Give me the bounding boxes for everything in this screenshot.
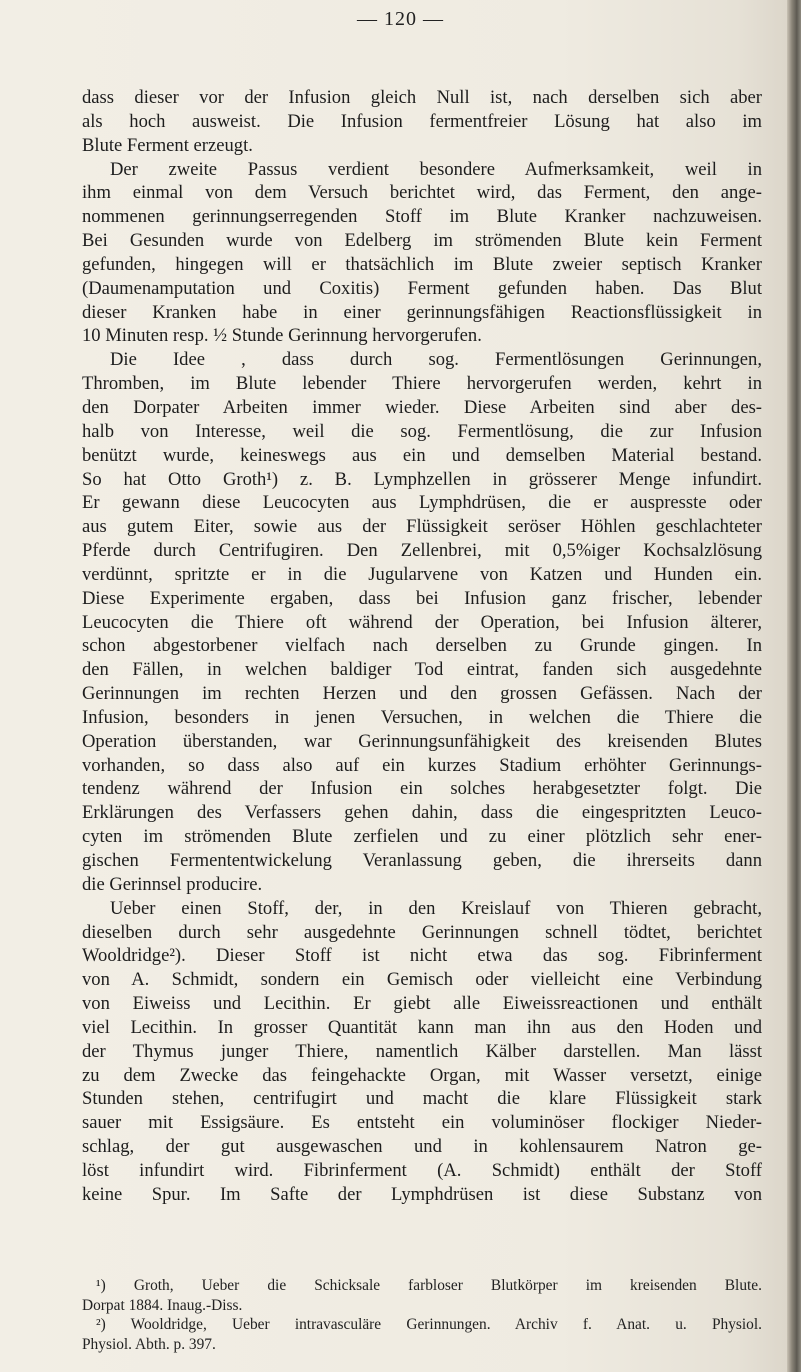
body-line: den Dorpater Arbeiten immer wieder. Diese Arbeiten sind aber des- — [82, 396, 762, 418]
footnote-1-cont: Dorpat 1884. Inaug.-Diss. — [82, 1296, 243, 1314]
body-line: Erklärungen des Verfassers gehen dahin, dass die eingespritzten Leuco- — [82, 802, 762, 824]
body-line: die Gerinnsel producire. — [82, 873, 263, 895]
footnote-2: ²) Wooldridge, Ueber intravasculäre Gerinnungen. Archiv f. Anat. u. Physiol. — [96, 1316, 762, 1333]
body-line: dieser Kranken habe in einer gerinnungsfähigen Reactionsflüssigkeit in — [82, 301, 762, 323]
body-line: nommenen gerinnungserregenden Stoff im Blute Kranker nachzuweisen. — [82, 206, 762, 228]
body-line: der Thymus junger Thiere, namentlich Kälber darstellen. Man lässt — [82, 1040, 762, 1062]
body-line: verdünnt, spritzte er in die Jugularvene von Katzen und Hunden ein. — [82, 563, 762, 585]
body-line: benützt wurde, keineswegs aus ein und demselben Material bestand. — [82, 444, 762, 466]
body-line: Er gewann diese Leucocyten aus Lymphdrüsen, die er auspresste oder — [82, 492, 762, 514]
body-line: schon abgestorbener vielfach nach derselben zu Grunde gingen. In — [82, 635, 762, 657]
body-line: Ueber einen Stoff, der, in den Kreislauf von Thieren gebracht, — [110, 897, 762, 919]
body-line: Wooldridge²). Dieser Stoff ist nicht etwa das sog. Fibrinferment — [82, 945, 762, 967]
body-line: Thromben, im Blute lebender Thiere hervorgerufen werden, kehrt in — [82, 373, 762, 395]
body-line: Operation überstanden, war Gerinnungsunfähigkeit des kreisenden Blutes — [82, 730, 762, 752]
body-line: 10 Minuten resp. ½ Stunde Gerinnung hervorgerufen. — [82, 325, 482, 347]
body-line: cyten im strömenden Blute zerfielen und zu einer plötzlich sehr ener- — [82, 826, 762, 848]
body-line: Diese Experimente ergaben, dass bei Infusion ganz frischer, lebender — [82, 587, 762, 609]
body-line: Infusion, besonders in jenen Versuchen, in welchen die Thiere die — [82, 706, 762, 728]
body-line: Bei Gesunden wurde von Edelberg im strömenden Blute kein Ferment — [82, 230, 762, 252]
body-line: dieselben durch sehr ausgedehnte Gerinnungen schnell tödtet, berichtet — [82, 921, 762, 943]
body-line: Gerinnungen im rechten Herzen und den grossen Gefässen. Nach der — [82, 683, 762, 705]
footnotes — [82, 1276, 762, 1354]
body-line: gischen Fermententwickelung Veranlassung geben, die ihrerseits dann — [82, 850, 762, 871]
body-text — [82, 86, 762, 1207]
body-line: keine Spur. Im Safte der Lymphdrüsen ist diese Substanz von — [82, 1183, 762, 1205]
body-line: löst infundirt wird. Fibrinferment (A. Schmidt) enthält der Stoff — [82, 1159, 762, 1181]
footnote-1: ¹) Groth, Ueber die Schicksale farbloser Blutkörper im kreisenden Blute. — [96, 1277, 762, 1294]
footnote-2-cont: Physiol. Abth. p. 397. — [82, 1335, 216, 1353]
body-line: (Daumenamputation und Coxitis) Ferment gefunden haben. Das Blut — [82, 277, 762, 299]
binding-edge — [787, 0, 801, 1372]
body-line: von Eiweiss und Lecithin. Er giebt alle Eiweissreactionen und enthält — [82, 993, 762, 1015]
body-line: von A. Schmidt, sondern ein Gemisch oder vielleicht eine Verbindung — [82, 969, 762, 991]
body-line: Die Idee , dass durch sog. Fermentlösungen Gerinnungen, — [110, 349, 762, 371]
body-line: viel Lecithin. In grosser Quantität kann man ihn aus den Hoden und — [82, 1016, 762, 1038]
body-line: vorhanden, so dass also auf ein kurzes Stadium erhöhter Gerinnungs- — [82, 754, 762, 776]
body-line: Stunden stehen, centrifugirt und macht die klare Flüssigkeit stark — [82, 1088, 762, 1110]
body-line: Der zweite Passus verdient besondere Aufmerksamkeit, weil in — [110, 158, 762, 180]
body-line: halb von Interesse, weil die sog. Fermentlösung, die zur Infusion — [82, 420, 762, 442]
body-line: zu dem Zwecke das feingehackte Organ, mit Wasser versetzt, einige — [82, 1064, 762, 1086]
body-line: sauer mit Essigsäure. Es entsteht ein voluminöser flockiger Nieder- — [82, 1112, 762, 1134]
body-line: als hoch ausweist. Die Infusion fermentfreier Lösung hat also im — [82, 110, 762, 132]
body-line: dass dieser vor der Infusion gleich Null ist, nach derselben sich aber — [82, 87, 762, 108]
body-line: Pferde durch Centrifugiren. Den Zellenbrei, mit 0,5%iger Kochsalzlösung — [82, 540, 762, 562]
body-line: tendenz während der Infusion ein solches herabgesetzter folgt. Die — [82, 778, 762, 800]
body-line: gefunden, hingegen will er thatsächlich im Blute zweier septisch Kranker — [82, 253, 762, 275]
body-line: schlag, der gut ausgewaschen und in kohlensaurem Natron ge- — [82, 1136, 762, 1158]
body-line: aus gutem Eiter, sowie aus der Flüssigkeit seröser Höhlen geschlachteter — [82, 516, 762, 538]
body-line: ihm einmal von dem Versuch berichtet wird, das Ferment, den ange- — [82, 182, 762, 204]
body-line: So hat Otto Groth¹) z. B. Lymphzellen in grösserer Menge infundirt. — [82, 468, 762, 490]
body-line: Blute Ferment erzeugt. — [82, 134, 253, 156]
body-line: den Fällen, in welchen baldiger Tod eintrat, fanden sich ausgedehnte — [82, 659, 762, 681]
body-line: Leucocyten die Thiere oft während der Operation, bei Infusion älterer, — [82, 611, 762, 633]
page-number: — 120 — — [357, 8, 444, 30]
